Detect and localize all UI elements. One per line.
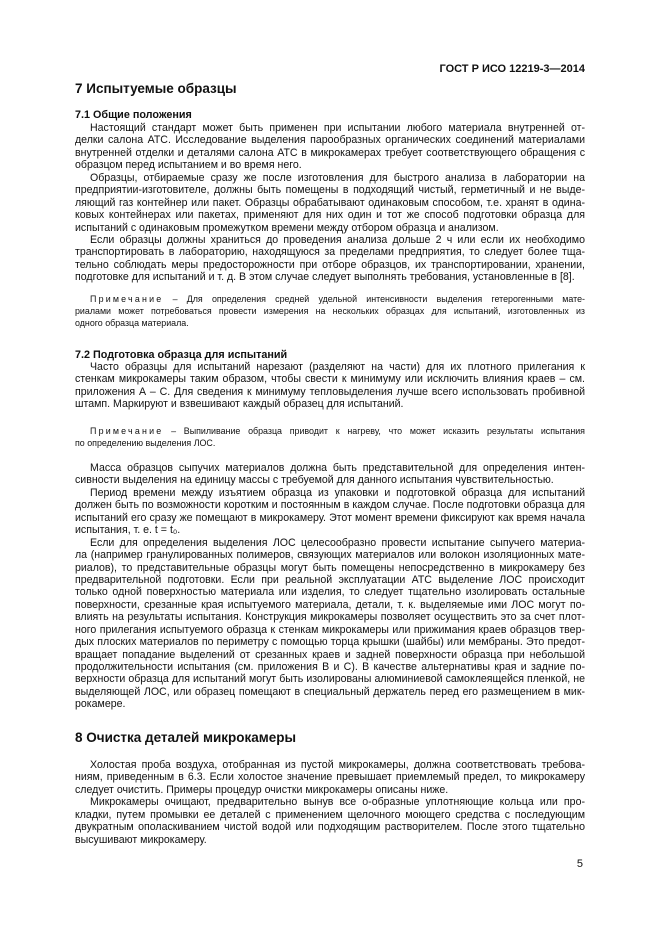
subsection-7-2-body-continued: [75, 462, 585, 711]
section-7-title: 7 Испытуемые образцы: [75, 81, 237, 96]
text-line: должен быть по возможности коротким и постоянным в каждом случае. После подготовки образца для: [75, 499, 585, 512]
paragraph: [75, 462, 585, 487]
text-line: Масса образцов сыпучих материалов должна быть представительной для определения интен-: [90, 462, 585, 474]
text-line: Период времени между изъятием образца из упаковки и подготовкой образца для испытаний: [90, 486, 585, 499]
text-line: сивности выделения на единицу массы с требуемой для данного испытания чувствительностью.: [75, 474, 554, 487]
text-line: выделяющей ЛОС, или образец помещают в специальный держатель перед его размещением в мик-: [75, 685, 585, 698]
text-line: вращает попадание выделений от срезанных краев и задней поверхности образца при небольшой: [75, 648, 585, 661]
note-text: – Выпиливание образца приводит к нагреву, что может исказить результаты испытания: [171, 426, 585, 436]
text-line: ковых контейнерах или пакетах, применяют для них один и тот же способ подготовки образца для: [75, 209, 585, 222]
paragraph: [75, 172, 585, 234]
note-label: Примечание: [90, 426, 164, 436]
text-line: только одной поверхностью материала или изделия, то следует тщательно изолировать остальные: [75, 586, 585, 599]
text-line: ного прилегания испытуемого образца к стенкам микрокамеры или прижимания краев образцов твер-: [75, 623, 585, 636]
text-line: продолжительности испытания (см. приложения В и С). В качестве альтернативы края и задние по-: [75, 661, 585, 673]
note-1: [75, 293, 585, 329]
note-label: Примечание: [90, 294, 164, 304]
text-line: тельно соблюдать меры предосторожности при отборе образцов, их транспортировании, хранении,: [75, 258, 585, 271]
text-line: Если для определения выделения ЛОС целесообразно провести испытание сыпучего материа-: [90, 536, 585, 549]
text-line: Образцы, отбираемые сразу же после изготовления для быстрого анализа в лаборатории на: [90, 171, 585, 184]
text-line: верхности образца для испытаний могут быть изолированы алюминиевой самоклеящейся пленкой, не: [75, 673, 585, 686]
section-8-title: 8 Очистка деталей микрокамеры: [75, 730, 297, 745]
text-line: образцом перед испытанием и во время него.: [75, 159, 302, 172]
text-line: штамп. Маркируют и взвешивают каждый образец для испытаний.: [75, 398, 404, 411]
section-8-body: [75, 759, 585, 846]
paragraph: [75, 122, 585, 172]
text-line: ла (например гранулированных полимеров, связующих материалов или волокон изоляционных мате-: [75, 549, 585, 562]
page-number: 5: [576, 858, 583, 870]
text-line: влиять на результаты испытания. Конструкция микрокамеры позволяет осуществить это за счет плот-: [75, 611, 585, 624]
subsection-7-1-body: [75, 122, 585, 284]
text-line: Микрокамеры очищают, предварительно вынув все о-образные уплотняющие кольца или про-: [90, 796, 585, 809]
text-line: испытаний с одинаковым промежутком времени между отбором образца и анализом.: [75, 221, 499, 234]
text-line: кладки, путем промывки ее деталей с применением щелочного моющего средства с последующим: [75, 808, 585, 821]
text-line: внутренней отделки и деталями салона АТС в микрокамерах требует соответствующего обращения с: [75, 146, 585, 159]
text-line: Настоящий стандарт может быть применен при испытании любого материала внутренней от-: [90, 122, 585, 134]
text-line: риалов), то представительные образцы могут быть помещены непосредственно в микрокамеру без: [75, 561, 585, 574]
note-line: риалами может потребоваться провести измерения на нескольких образцах для испытаний, изготовленных из: [75, 306, 585, 316]
document-id-header: ГОСТ Р ИСО 12219-3—2014: [439, 63, 585, 75]
text-line: дых плоских материалов по периметру с помощью торца крышки (шайбы) или мембраны. Это предот-: [75, 636, 585, 649]
text-line: подготовке для испытаний и т. д. В этом случае следует выполнять требования, установленные в [8].: [75, 271, 575, 284]
text-line: поверхности, срезанные края испытуемого материала, детали, т. к. выделяемые ими ЛОС могут по-: [75, 598, 585, 611]
paragraph: [75, 361, 585, 411]
subsection-7-2-body: [75, 361, 585, 411]
paragraph: [75, 759, 585, 796]
paragraph: [75, 537, 585, 711]
text-line: стенкам микрокамеры таким образом, чтобы свести к минимуму или исключить влияния краев – см.: [75, 373, 585, 386]
subsection-7-1-title: 7.1 Общие положения: [75, 109, 192, 121]
note-line: одного образца материала.: [75, 318, 189, 328]
text-line: испытаний его сразу же помещают в микрокамеру. Этот момент времени фиксируют как время начала: [75, 511, 585, 524]
text-line: Если образцы должны храниться до проведения анализа дольше 2 ч или если их необходимо: [90, 233, 585, 246]
text-line: испытания, т. е. t = t₀.: [75, 524, 181, 537]
note-line: [75, 293, 585, 305]
paragraph: [75, 796, 585, 846]
text-line: следует очистить. Примеры процедур очистки микрокамеры описаны ниже.: [75, 783, 449, 796]
note-line: [75, 425, 585, 437]
paragraph: [75, 487, 585, 537]
text-line: Холостая проба воздуха, отобранная из пустой микрокамеры, должна соответствовать требова-: [90, 759, 585, 771]
text-line: рокамере.: [75, 698, 126, 711]
note-2: [75, 425, 585, 449]
subsection-7-2-title: 7.2 Подготовка образца для испытаний: [75, 349, 288, 361]
text-line: предварительной подготовки. Если при реальной эксплуатации АТС выделение ЛОС происходит: [75, 573, 585, 586]
text-line: ниям, приведенным в 6.3. Если холостое значение превышает приемлемый предел, то микрокамеру: [75, 771, 585, 784]
text-line: делки салона АТС. Исследование выделения парообразных органических соединений материалами: [75, 134, 585, 147]
paragraph: [75, 234, 585, 284]
text-line: транспортировать в лабораторию, находящуюся за пределами предприятия, то следует более тща-: [75, 246, 585, 259]
text-line: приложения А – С. Для сведения к минимуму тепловыделения лучше всего использовать пробивной: [75, 385, 585, 398]
text-line: Часто образцы для испытаний нарезают (разделяют на части) для их плотного прилегания к: [90, 361, 585, 373]
text-line: высушивают микрокамеру.: [75, 833, 207, 846]
text-line: ляющий газ контейнер или пакет. Образцы обрабатывают одинаковым способом, т.е. хранят в одина-: [75, 196, 585, 209]
note-line: по определению выделения ЛОС.: [75, 438, 216, 448]
note-text: – Для определения средней удельной интенсивности выделения гетерогенными мате-: [172, 294, 586, 304]
text-line: предприятии-изготовителе, должны быть помещены в подходящий чистый, герметичный и не выде-: [75, 184, 585, 197]
text-line: двукратным ополаскиванием чистой водой или подходящим растворителем. После этого тщательно: [75, 821, 585, 834]
